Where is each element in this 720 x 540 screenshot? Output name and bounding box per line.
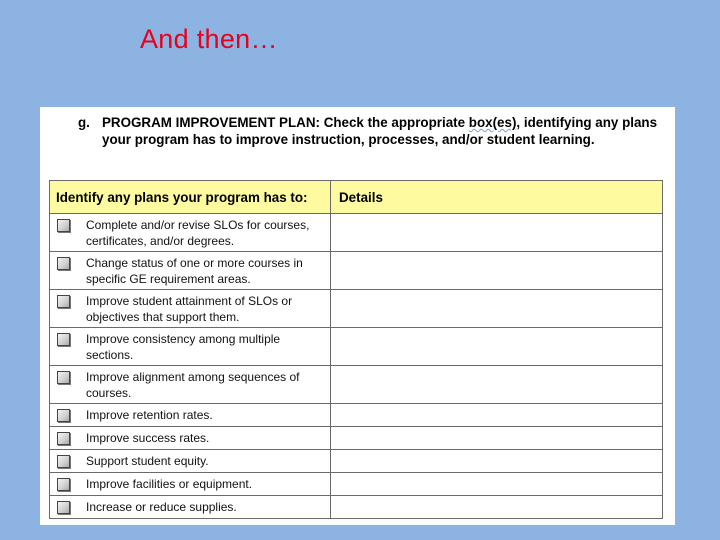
plan-checkbox[interactable] — [57, 501, 70, 514]
plan-details-cell[interactable] — [331, 328, 663, 366]
plan-item-cell — [50, 252, 331, 290]
document-page — [40, 107, 675, 525]
table-row — [50, 427, 663, 450]
plan-checkbox[interactable] — [57, 333, 70, 346]
table-row — [50, 290, 663, 328]
slide-title: And then… — [140, 24, 278, 54]
plan-item — [54, 430, 326, 446]
plan-item-cell — [50, 427, 331, 450]
table-row — [50, 328, 663, 366]
table-row — [50, 252, 663, 290]
heading-wavy-word: box(es) — [468, 115, 517, 130]
plan-details-cell[interactable] — [331, 366, 663, 404]
improvement-plan-table — [49, 180, 663, 519]
plan-item — [54, 499, 326, 515]
plan-item — [54, 293, 326, 325]
section-heading-text — [102, 114, 658, 148]
plan-checkbox[interactable] — [57, 295, 70, 308]
plan-item — [54, 369, 326, 401]
plan-item-cell — [50, 214, 331, 252]
plan-item — [54, 331, 326, 363]
section-heading — [78, 114, 658, 148]
plan-details-cell[interactable] — [331, 290, 663, 328]
table-header-row — [50, 181, 663, 214]
section-letter: g. — [78, 115, 90, 130]
plan-checkbox[interactable] — [57, 432, 70, 445]
plan-details-cell[interactable] — [331, 252, 663, 290]
plan-item-label: Improve retention rates. — [86, 408, 213, 422]
heading-part-1: PROGRAM IMPROVEMENT PLAN: Check the appropriate — [102, 115, 469, 130]
plan-item-cell — [50, 404, 331, 427]
plan-item-label: Support student equity. — [86, 454, 209, 468]
plan-item-label: Improve success rates. — [86, 431, 210, 445]
table-row — [50, 450, 663, 473]
table-row — [50, 404, 663, 427]
plan-item — [54, 476, 326, 492]
plan-item-cell — [50, 450, 331, 473]
plan-item-cell — [50, 328, 331, 366]
plan-item-label: Improve student attainment of SLOs or objectives that support them. — [86, 294, 293, 324]
table-row — [50, 473, 663, 496]
plan-item-label: Improve consistency among multiple sections. — [86, 332, 281, 362]
table-row — [50, 496, 663, 519]
heading-part-2: , identifying any plans your program has to improve instruction, processes, and/or student learning. — [102, 115, 658, 147]
plan-details-cell[interactable] — [331, 427, 663, 450]
plan-checkbox[interactable] — [57, 257, 70, 270]
plan-item — [54, 453, 326, 469]
plan-item-cell — [50, 290, 331, 328]
plan-checkbox[interactable] — [57, 478, 70, 491]
table-body — [50, 214, 663, 519]
plan-item — [54, 255, 326, 287]
plan-item — [54, 217, 326, 249]
plan-item-cell — [50, 496, 331, 519]
plan-checkbox[interactable] — [57, 409, 70, 422]
plan-item-label: Improve facilities or equipment. — [86, 477, 253, 491]
table-row — [50, 214, 663, 252]
header-details: Details — [331, 181, 663, 214]
plan-item-label: Complete and/or revise SLOs for courses, certificates, and/or degrees. — [86, 218, 310, 248]
plan-details-cell[interactable] — [331, 473, 663, 496]
header-identify-plans: Identify any plans your program has to: — [50, 181, 331, 214]
plan-item-label: Change status of one or more courses in specific GE requirement areas. — [86, 256, 303, 286]
plan-item-label: Improve alignment among sequences of courses. — [86, 370, 300, 400]
plan-details-cell[interactable] — [331, 450, 663, 473]
plan-item-label: Increase or reduce supplies. — [86, 500, 237, 514]
plan-checkbox[interactable] — [57, 219, 70, 232]
plan-checkbox[interactable] — [57, 455, 70, 468]
plan-item — [54, 407, 326, 423]
table-row — [50, 366, 663, 404]
plan-details-cell[interactable] — [331, 496, 663, 519]
plan-details-cell[interactable] — [331, 214, 663, 252]
plan-item-cell — [50, 366, 331, 404]
plan-details-cell[interactable] — [331, 404, 663, 427]
plan-item-cell — [50, 473, 331, 496]
plan-checkbox[interactable] — [57, 371, 70, 384]
